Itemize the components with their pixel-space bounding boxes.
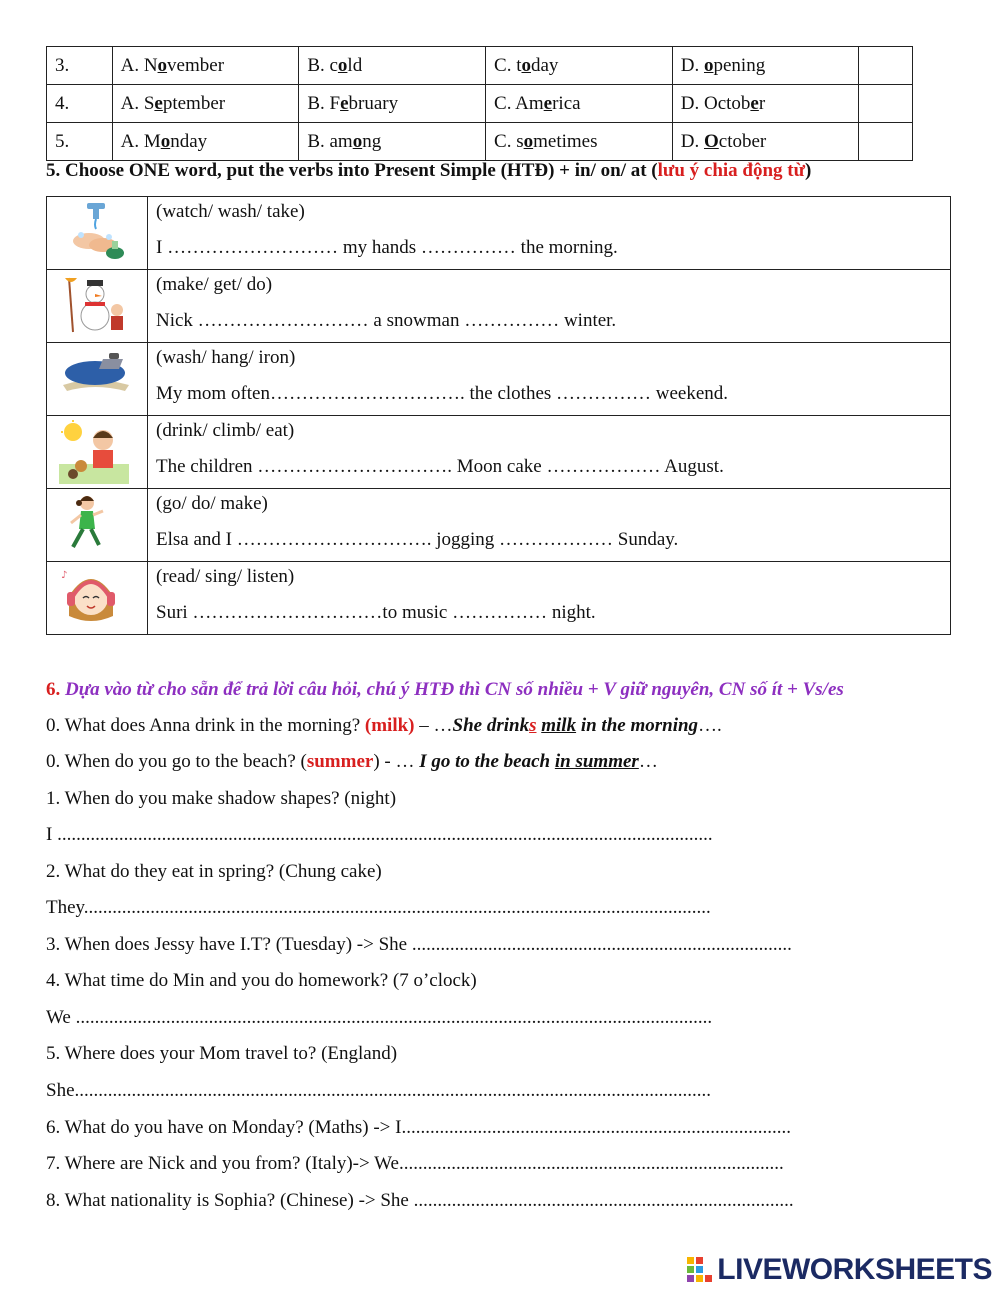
picture-cell [47, 343, 148, 416]
word-options: (wash/ hang/ iron) [156, 347, 296, 368]
answer-box[interactable] [859, 123, 913, 161]
snowman-icon [59, 274, 131, 336]
example-answer-word: milk [541, 715, 577, 736]
option-cell [486, 85, 673, 123]
option-text-end: pening [713, 54, 766, 76]
option-cell [112, 47, 299, 85]
row-number: 5. [47, 123, 113, 161]
option-cell [672, 123, 859, 161]
option-text-end: bruary [348, 92, 399, 114]
children-eating-icon [59, 420, 129, 486]
answer-line[interactable]: She...................................................................................................................................... [46, 1080, 711, 1101]
sentence-cell [148, 416, 951, 489]
exercise-5-row [47, 562, 951, 635]
option-text: B. F [307, 92, 341, 114]
word-options: (watch/ wash/ take) [156, 201, 305, 222]
answer-box[interactable] [859, 85, 913, 123]
row-number: 4. [47, 85, 113, 123]
option-text: D. Octob [680, 92, 751, 114]
sentence-cell [148, 489, 951, 562]
option-text-end: ld [347, 54, 363, 76]
underlined-letter: o [521, 54, 531, 76]
jogging-girl-icon [59, 493, 115, 555]
exercise-6-number: 6. [46, 679, 61, 700]
option-cell [672, 47, 859, 85]
exercise-5-heading [46, 160, 811, 182]
underlined-letter: o [523, 130, 534, 152]
underlined-letter: e [750, 92, 759, 114]
pronunciation-row [47, 85, 913, 123]
word-options: (drink/ climb/ eat) [156, 420, 295, 441]
answer-line[interactable]: We ...................................................................................................................................... [46, 1007, 713, 1028]
pronunciation-row [47, 47, 913, 85]
example-line-1 [46, 715, 722, 737]
exercise-5-row [47, 270, 951, 343]
pronunciation-table [46, 46, 913, 161]
pronunciation-row [47, 123, 913, 161]
example-answer: She drink [452, 715, 530, 736]
option-cell [486, 123, 673, 161]
option-text: C. Am [494, 92, 544, 114]
example-hint: (milk) [364, 715, 415, 736]
ironing-icon [59, 347, 133, 399]
underlined-letter: o [352, 130, 363, 152]
brand-text: LIVEWORKSHEETS [717, 1253, 992, 1286]
sentence-cell [148, 562, 951, 635]
underlined-letter: o [157, 54, 168, 76]
exercise-5-row [47, 489, 951, 562]
fill-in-sentence[interactable]: Suri …………………………to music …………… night. [156, 602, 596, 623]
logo-blocks-icon [687, 1257, 713, 1283]
word-options: (make/ get/ do) [156, 274, 273, 295]
option-cell [112, 123, 299, 161]
exercise-5-table [46, 196, 951, 635]
picture-cell [47, 416, 148, 489]
option-text: C. s [494, 130, 524, 152]
exercise-6-heading [46, 679, 844, 701]
fill-in-sentence[interactable]: Nick ……………………… a snowman …………… winter. [156, 310, 617, 331]
example-line-2 [46, 751, 658, 773]
option-text-end: ptember [162, 92, 226, 114]
underlined-letter: o [337, 54, 348, 76]
fill-in-sentence[interactable]: Elsa and I …………………………. jogging ……………… Sunday. [156, 529, 679, 550]
example-dash: – … [414, 715, 453, 736]
option-text: A. M [120, 130, 161, 152]
answer-line[interactable]: They.................................................................................................................................... [46, 897, 711, 918]
option-text: D. [680, 54, 704, 76]
question-line: 2. What do they eat in spring? (Chung cake) [46, 861, 382, 882]
heading-red-text: lưu ý chia động từ [657, 160, 806, 181]
example-answer-underlined: in summer [554, 751, 639, 772]
answer-box[interactable] [859, 47, 913, 85]
picture-cell [47, 562, 148, 635]
option-text: A. N [120, 54, 158, 76]
underlined-letter: o [703, 54, 714, 76]
example-answer: I go to the beach [419, 751, 555, 772]
option-text-end: ctober [718, 130, 767, 152]
example-ellipsis: … [638, 751, 658, 772]
exercise-5-row [47, 416, 951, 489]
answer-line[interactable]: I .......................................................................................................................................... [46, 824, 713, 845]
option-cell [486, 47, 673, 85]
liveworksheets-logo [687, 1253, 992, 1287]
exercise-5-row [47, 343, 951, 416]
heading-end: ) [805, 160, 812, 181]
fill-in-sentence[interactable]: My mom often…………………………. the clothes …………… weekend. [156, 383, 729, 404]
option-text: D. [680, 130, 704, 152]
sentence-cell [148, 343, 951, 416]
sentence-cell [148, 270, 951, 343]
question-line: 4. What time do Min and you do homework? (7 o’clock) [46, 970, 477, 991]
word-options: (read/ sing/ listen) [156, 566, 295, 587]
svg-text:♪: ♪ [61, 570, 68, 581]
option-text-end: nday [170, 130, 208, 152]
heading-text: 5. Choose ONE word, put the verbs into Present Simple (HTĐ) + in/ on/ at ( [46, 160, 658, 181]
option-text: B. am [307, 130, 353, 152]
girl-headphones-icon [59, 566, 123, 628]
option-cell [672, 85, 859, 123]
row-number: 3. [47, 47, 113, 85]
option-text-end: rica [552, 92, 581, 114]
question-line: 5. Where does your Mom travel to? (England) [46, 1043, 398, 1064]
option-text: B. c [307, 54, 338, 76]
option-text-end: ng [362, 130, 382, 152]
word-options: (go/ do/ make) [156, 493, 268, 514]
example-ellipsis: …. [698, 715, 722, 736]
example-question: 0. What does Anna drink in the morning? [46, 715, 365, 736]
underlined-letter: e [154, 92, 163, 114]
example-question: 0. When do you go to the beach? ( [46, 751, 307, 772]
hand-washing-icon [59, 201, 129, 263]
underlined-letter: e [340, 92, 349, 114]
underlined-letter: o [160, 130, 171, 152]
underlined-letter: e [543, 92, 553, 114]
question-line: 1. When do you make shadow shapes? (night) [46, 788, 397, 809]
answer-line[interactable]: 6. What do you have on Monday? (Maths) -> I.................................................................................. [46, 1117, 791, 1138]
answer-line[interactable]: 8. What nationality is Sophia? (Chinese) -> She ................................................................................ [46, 1190, 794, 1211]
example-answer-suffix: s [529, 715, 537, 736]
sentence-cell [148, 197, 951, 270]
option-cell [299, 123, 486, 161]
option-text-end: r [758, 92, 766, 114]
option-text-end: day [530, 54, 559, 76]
answer-line[interactable]: 7. Where are Nick and you from? (Italy)-> We................................................................................. [46, 1153, 784, 1174]
option-text: C. t [494, 54, 522, 76]
exercise-6-title: Dựa vào từ cho sẵn để trả lời câu hỏi, chú ý HTĐ thì CN số nhiều + V giữ nguyên, CN số ít + Vs/es [60, 679, 844, 700]
answer-line[interactable]: 3. When does Jessy have I.T? (Tuesday) -> She ................................................................................ [46, 934, 792, 955]
picture-cell [47, 197, 148, 270]
picture-cell [47, 489, 148, 562]
option-text-end: metimes [533, 130, 598, 152]
example-dash: ) - … [373, 751, 420, 772]
fill-in-sentence[interactable]: I ……………………… my hands …………… the morning. [156, 237, 618, 258]
exercise-5-row [47, 197, 951, 270]
underlined-letter: O [703, 130, 719, 152]
option-text-end: vember [167, 54, 225, 76]
example-hint: summer [306, 751, 374, 772]
option-text: A. S [120, 92, 155, 114]
option-cell [112, 85, 299, 123]
option-cell [299, 47, 486, 85]
picture-cell [47, 270, 148, 343]
fill-in-sentence[interactable]: The children …………………………. Moon cake ……………… August. [156, 456, 724, 477]
option-cell [299, 85, 486, 123]
example-answer-end: in the morning [576, 715, 699, 736]
